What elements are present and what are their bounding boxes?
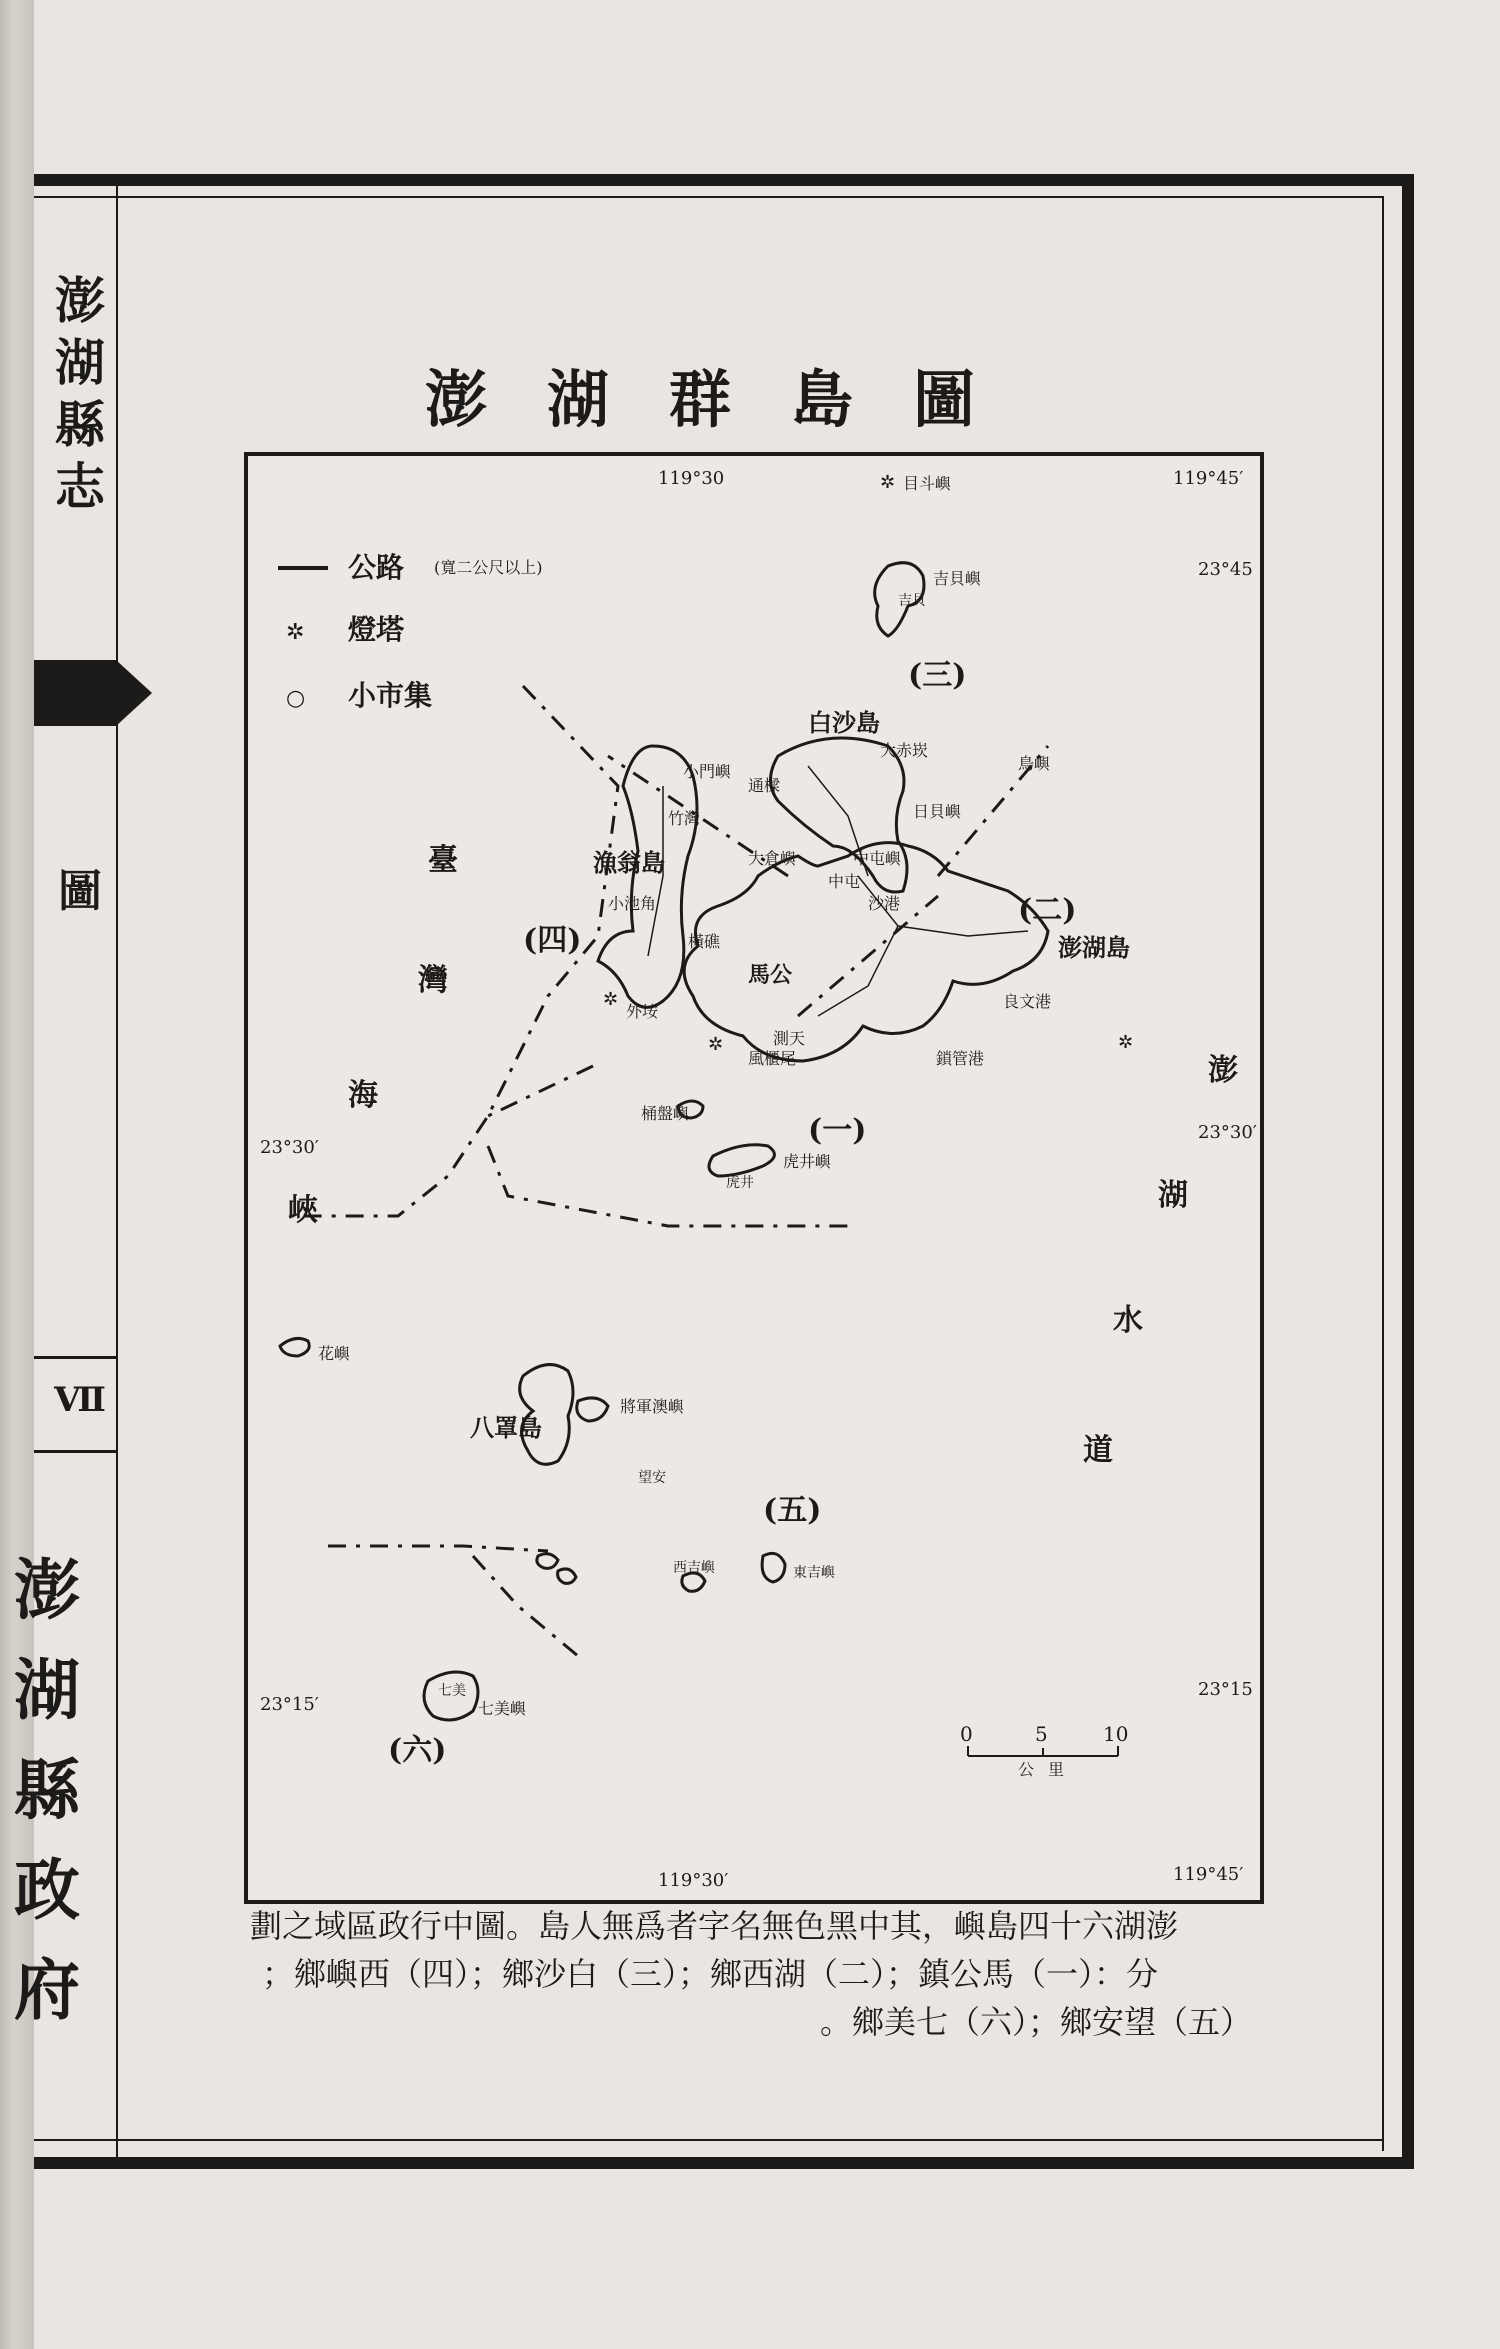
district-label-1: (一) (808, 1113, 867, 1148)
map-title: 澎湖群島圖 (424, 363, 1035, 436)
boundary-7 (328, 1546, 548, 1551)
label-penghu-channel-1: 澎 (1208, 1053, 1238, 1088)
lon-label-top-left: 119°30 (658, 468, 725, 489)
label-niao: 鳥嶼 (1018, 754, 1051, 773)
lat-label-30-right: 23°30′ (1198, 1122, 1257, 1143)
label-xiji: 西吉嶼 (673, 1560, 715, 1576)
lon-label-bottom-left: 119°30′ (658, 1870, 729, 1891)
label-xiaochi: 小池角 (608, 894, 657, 913)
page-border-inner-bottom (34, 2139, 1384, 2141)
label-suogang: 鎖管港 (936, 1049, 985, 1068)
label-fengkui: 風櫃尾 (748, 1049, 797, 1068)
label-zhongtun-isl: 中屯嶼 (853, 849, 902, 868)
island-penghu-shape (684, 843, 1048, 1061)
label-mudou: 目斗嶼 (903, 474, 952, 493)
page-number: Ⅶ (54, 1380, 106, 1420)
scale-tick-5: 5 (1035, 1722, 1048, 1746)
label-yuweng: 漁翁島 (593, 848, 665, 877)
island-dongyuping-shape (558, 1569, 576, 1583)
lighthouse-icon: ✲ (1118, 1032, 1134, 1053)
lon-label-top-right: 119°45′ (1173, 468, 1244, 489)
label-penghu-channel-4: 道 (1083, 1433, 1113, 1468)
label-jibei: 吉貝嶼 (933, 569, 982, 588)
island-dongji-shape (762, 1553, 785, 1582)
chapter-label: 圖 (58, 866, 102, 917)
label-qimei: 七美嶼 (478, 1699, 527, 1718)
lat-label-15-left: 23°15′ (260, 1694, 319, 1715)
lighthouse-icon: ✲ (603, 989, 619, 1010)
label-taiwan-strait-2: 灣 (418, 963, 448, 998)
map-caption (250, 1902, 1270, 2046)
label-qimei-town: 七美 (438, 1683, 466, 1699)
label-magong: 馬公 (748, 962, 793, 988)
label-cetian: 測天 (773, 1029, 806, 1048)
caption-line-1: 劃之域區政行中圖。島人無爲者字名無色黑中其，嶼島四十六湖澎 (250, 1907, 1179, 1945)
label-taiwan-strait-3: 海 (348, 1078, 378, 1113)
lon-label-bottom-right: 119°45′ (1173, 1864, 1244, 1885)
district-label-5: (五) (763, 1493, 822, 1528)
label-chikan-town: 日貝嶼 (913, 802, 962, 821)
label-waian: 外垵 (626, 1002, 659, 1021)
legend-lighthouse-label: 燈塔 (348, 613, 405, 646)
district-label-4: (四) (523, 923, 582, 958)
page-border-right (1402, 174, 1414, 2169)
label-dongji: 東吉嶼 (793, 1565, 835, 1581)
district-label-6: (六) (388, 1733, 447, 1768)
district-label-2: (二) (1018, 893, 1077, 928)
market-icon: ○ (286, 686, 306, 711)
island-jiangjun-shape (577, 1398, 608, 1421)
map-frame (244, 452, 1264, 1904)
legend-market-label: 小市集 (348, 679, 433, 712)
caption-line-3: 。鄉美七（六）；鄉安望（五） (820, 2003, 1253, 2041)
label-wangan: 望安 (638, 1470, 666, 1486)
label-penghu-channel-3: 水 (1113, 1303, 1143, 1338)
lat-label-15-right: 23°15 (1198, 1679, 1253, 1700)
map-drawing (248, 456, 1260, 1900)
road-penghu-b (818, 926, 898, 1016)
label-zhongtun: 中屯 (828, 872, 861, 891)
label-jiangjun: 將軍澳嶼 (620, 1397, 685, 1416)
caption-line-2: ；鄉嶼西（四）；鄉沙白（三）；鄉西湖（二）；鎮公馬（一）：分 (262, 1955, 1159, 1993)
chapter-marker-band (34, 660, 116, 726)
lat-label-30-left: 23°30′ (260, 1137, 319, 1158)
lighthouse-icon: ✲ (708, 1034, 724, 1055)
label-penghu: 澎湖島 (1058, 933, 1130, 962)
label-tongliang: 通樑 (748, 776, 781, 795)
label-huajing-town: 虎井 (726, 1175, 754, 1191)
label-dachi: 大赤崁 (880, 741, 929, 760)
label-taiwan-strait-4: 峽 (288, 1193, 318, 1228)
scale-unit: 公里 (1018, 1760, 1079, 1779)
island-xiyuping-shape (537, 1554, 558, 1569)
lat-label-45: 23°45 (1198, 559, 1253, 580)
page-border-inner-right (1382, 196, 1384, 2151)
page-border-inner-top (34, 196, 1384, 198)
label-shagang: 沙港 (868, 894, 901, 913)
label-dacang: 大倉嶼 (748, 849, 797, 868)
lighthouse-icon: ✲ (286, 620, 305, 645)
boundary-3 (798, 896, 938, 1016)
label-hua: 花嶼 (318, 1344, 351, 1363)
label-huajing: 虎井嶼 (783, 1152, 832, 1171)
lighthouse-icon: ✲ (880, 472, 896, 493)
scale-tick-10: 10 (1103, 1722, 1129, 1746)
label-tongpan: 桶盤嶼 (641, 1104, 690, 1123)
page-num-rule-bottom (34, 1450, 116, 1453)
legend-road-note: (寬二公尺以上) (434, 558, 543, 577)
label-liangwen: 良文港 (1003, 992, 1052, 1011)
page-border-top (34, 174, 1414, 186)
label-penghu-channel-2: 湖 (1158, 1178, 1188, 1213)
page-num-rule-top (34, 1356, 116, 1359)
island-hua-shape (280, 1338, 309, 1356)
legend-road-label: 公路 (348, 551, 405, 584)
publisher-name: 澎 湖 縣 政 府 (14, 1551, 80, 2029)
label-baisha: 白沙島 (808, 708, 880, 737)
label-xiaomen: 小門嶼 (683, 762, 732, 781)
label-bazhao: 八罩島 (470, 1413, 542, 1442)
label-zhugan: 竹灣 (668, 809, 701, 828)
label-taiwan-strait-1: 臺 (428, 843, 458, 878)
page-border-bottom (34, 2157, 1414, 2169)
boundary-5 (488, 1066, 593, 1116)
label-jibei-town: 吉貝 (898, 593, 926, 609)
island-huajing-shape (709, 1145, 774, 1176)
margin-divider (116, 186, 118, 2157)
island-baisha-shape (771, 738, 908, 892)
boundary-8 (473, 1556, 578, 1656)
scale-tick-0: 0 (960, 1722, 973, 1746)
label-hengjiao: 橫礁 (688, 932, 721, 951)
book-title: 澎 湖 縣 志 (55, 271, 105, 516)
district-label-3: (三) (908, 658, 967, 693)
